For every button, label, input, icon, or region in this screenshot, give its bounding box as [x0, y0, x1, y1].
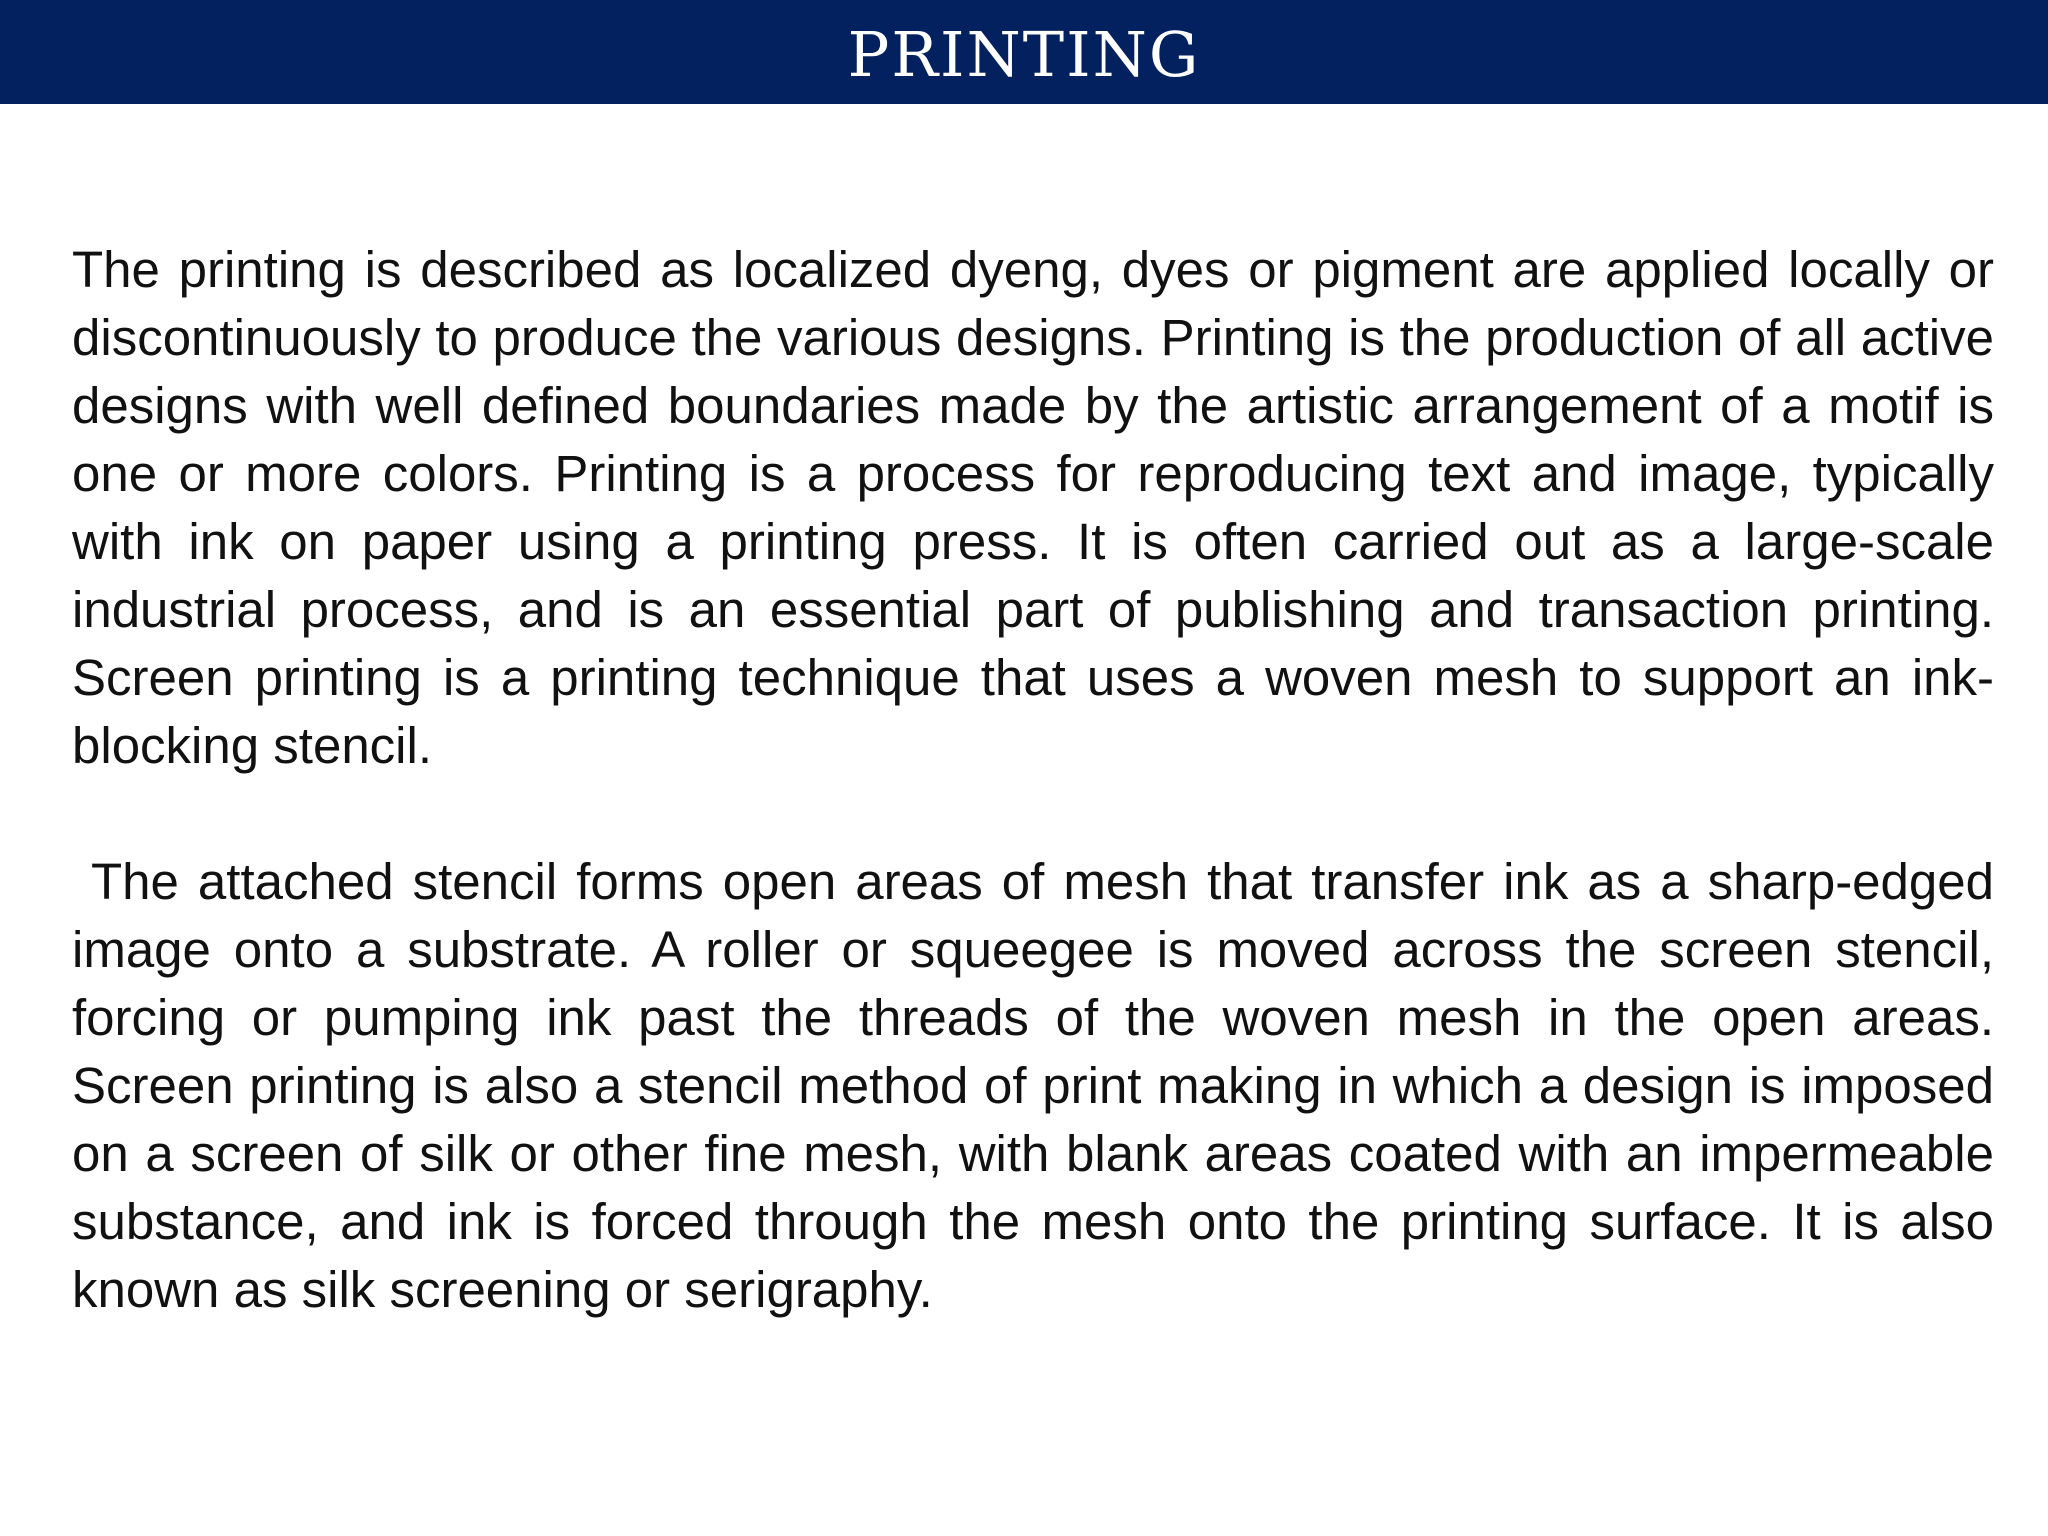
paragraph-1: The printing is described as localized dyeng, dyes or pigment are applied locally or discontinuously to produce the various designs. Printing is the production of all active designs with well defined boundaries made by the artistic arrangement of a motif is one or more colors. Printing is a process for reproducing text and image, typically with ink on paper using a printing press. It is often carried out as a large-scale industrial process, and is an essential part of publishing and transaction printing. Screen printing is a printing technique that uses a woven mesh to support an ink-blocking stencil. [72, 241, 1994, 774]
title-bar [0, 0, 2048, 104]
slide-title: PRINTING [847, 18, 1201, 91]
body-text [72, 236, 2009, 1324]
paragraph-2: The attached stencil forms open areas of mesh that transfer ink as a sharp-edged image onto a substrate. A roller or squeegee is moved across the screen stencil, forcing or pumping ink past the threads of the woven mesh in the open areas. Screen printing is also a stencil method of print making in which a design is imposed on a screen of silk or other fine mesh, with blank areas coated with an impermeable substance, and ink is forced through the mesh onto the printing surface. It is also known as silk screening or serigraphy. [72, 853, 2009, 1318]
